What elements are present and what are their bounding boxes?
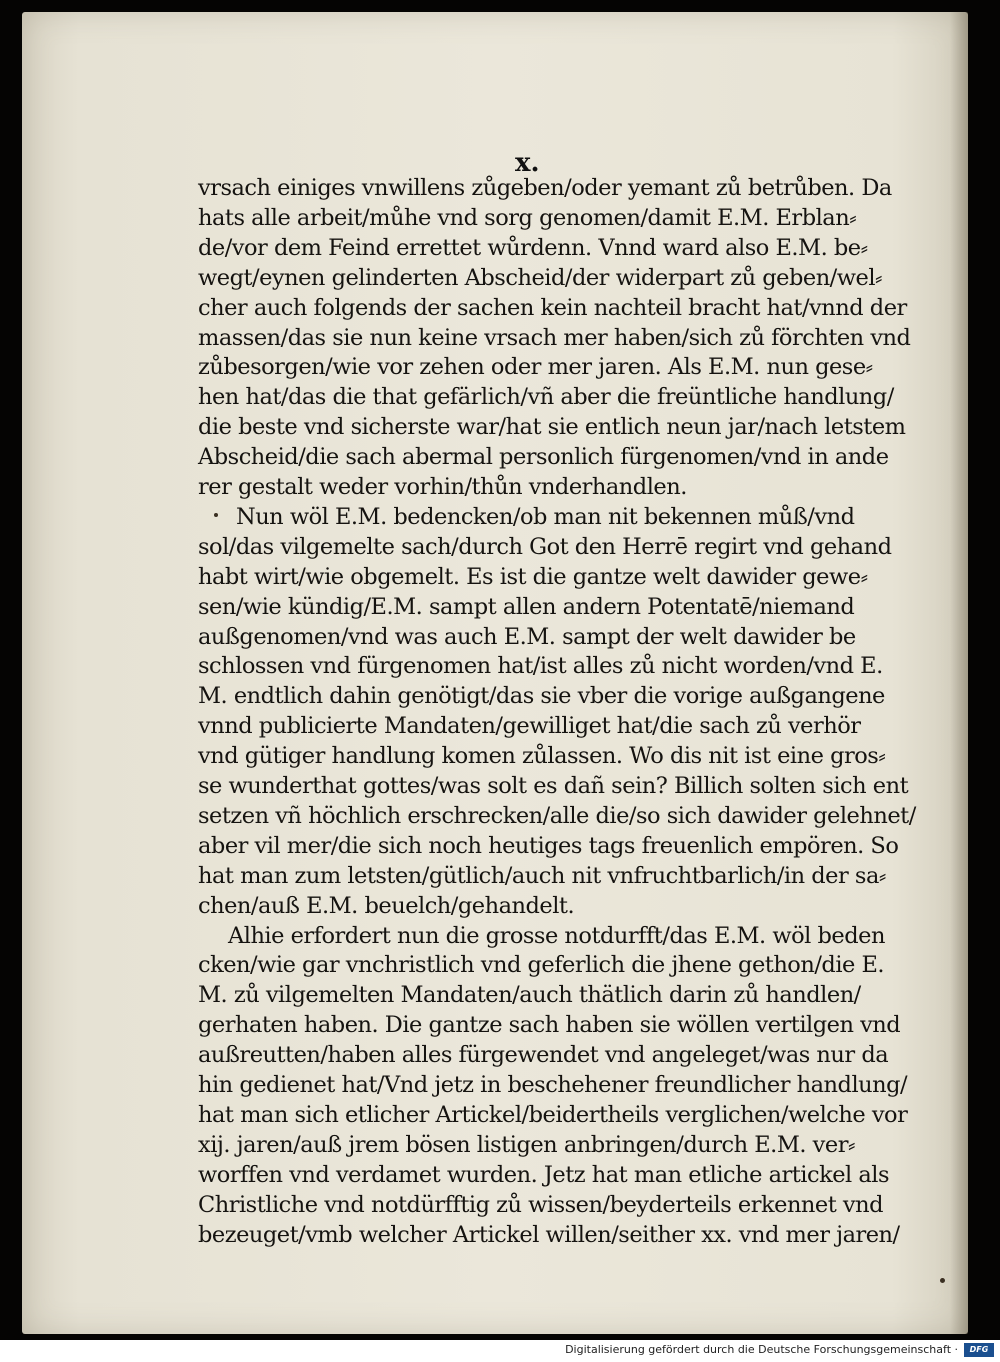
text-line: massen/das sie nun keine vrsach mer haben/sich zů förchten vnd [198, 324, 911, 351]
text-line: schlossen vnd fürgenomen hat/ist alles zů nicht worden/vnd E. [198, 653, 883, 680]
text-line: vnnd publicierte Mandaten/gewilliget hat/die sach zů verhör [198, 713, 861, 740]
dfg-logo: DFG [964, 1343, 994, 1357]
text-line: cken/wie gar vnchristlich vnd geferlich die jhene gethon/die E. [198, 952, 885, 979]
text-line: hat man zum letsten/gütlich/auch nit vnfruchtbarlich/in der sa⸗ [198, 862, 886, 889]
text-line: M. zů vilgemelten Mandaten/auch thätlich darin zů handlen/ [198, 982, 861, 1009]
funding-credit: Digitalisierung gefördert durch die Deutsche Forschungsgemeinschaft · [565, 1343, 958, 1356]
text-line: bezeuget/vmb welcher Artickel willen/seither xx. vnd mer jaren/ [198, 1221, 900, 1248]
text-line: hen hat/das die that gefärlich/vñ aber die freüntliche handlung/ [198, 384, 894, 411]
text-line: hats alle arbeit/můhe vnd sorg genomen/damit E.M. Erblan⸗ [198, 204, 857, 231]
text-line: cher auch folgends der sachen kein nachteil bracht hat/vnnd der [198, 294, 907, 321]
text-line: außgenomen/vnd was auch E.M. sampt der welt dawider be [198, 623, 856, 650]
text-line: außreutten/haben alles fürgewendet vnd angeleget/was nur da [198, 1042, 889, 1069]
text-line: die beste vnd sicherste war/hat sie entlich neun jar/nach letstem [198, 414, 906, 441]
text-line: se wunderthat gottes/was solt es dañ sein? Billich solten sich ent [198, 773, 909, 799]
text-line: hat man sich etlicher Artickel/beidertheils verglichen/welche vor [198, 1101, 908, 1128]
text-line: Christliche vnd notdürfftig zů wissen/beyderteils erkennet vnd [198, 1191, 884, 1218]
text-line: wegt/eynen gelinderten Abscheid/der widerpart zů geben/wel⸗ [198, 264, 883, 291]
page-edge-shadow [950, 12, 968, 1334]
text-line: worffen vnd verdamet wurden. Jetz hat man etliche artickel als [198, 1161, 890, 1188]
text-line: gerhaten haben. Die gantze sach haben sie wöllen vertilgen vnd [198, 1012, 901, 1039]
text-line: de/vor dem Feind errettet wůrdenn. Vnnd ward also E.M. be⸗ [198, 234, 868, 261]
text-line: aber vil mer/die sich noch heutiges tags freuenlich empören. So [198, 832, 899, 859]
text-line: habt wirt/wie obgemelt. Es ist die gantze welt dawider gewe⸗ [198, 563, 868, 590]
text-line: hin gedienet hat/Vnd jetz in beschehener freundlicher handlung/ [198, 1072, 908, 1098]
text-line: setzen vñ höchlich erschrecken/alle die/so sich dawider gelehnet/ [198, 802, 916, 829]
text-line: vrsach einiges vnwillens zůgeben/oder yemant zů betrůben. Da [198, 175, 892, 201]
text-line: sol/das vilgemelte sach/durch Got den Herrē regirt vnd gehand [198, 533, 892, 560]
ink-spot [214, 513, 218, 517]
text-line: Nun wöl E.M. bedencken/ob man nit bekennen můß/vnd [236, 503, 855, 530]
ink-spot [940, 1278, 945, 1283]
text-line: xij. jaren/auß jrem bösen listigen anbringen/durch E.M. ver⸗ [198, 1131, 855, 1158]
text-line: chen/auß E.M. beuelch/gehandelt. [198, 892, 575, 919]
text-line: Alhie erfordert nun die grosse notdurfft/das E.M. wöl beden [228, 922, 885, 949]
signature-mark: x. [515, 148, 540, 178]
text-line: M. endtlich dahin genötigt/das sie vber die vorige außgangene [198, 683, 885, 710]
text-line: rer gestalt weder vorhin/thůn vnderhandlen. [198, 474, 687, 500]
text-line: zůbesorgen/wie vor zehen oder mer jaren. Als E.M. nun gese⸗ [198, 354, 873, 381]
text-line: vnd gütiger handlung komen zůlassen. Wo dis nit ist eine gros⸗ [198, 743, 886, 770]
text-line: sen/wie kündig/E.M. sampt allen andern Potentatē/niemand [198, 593, 855, 620]
text-line: Abscheid/die sach abermal personlich fürgenomen/vnd in ande [198, 444, 889, 471]
